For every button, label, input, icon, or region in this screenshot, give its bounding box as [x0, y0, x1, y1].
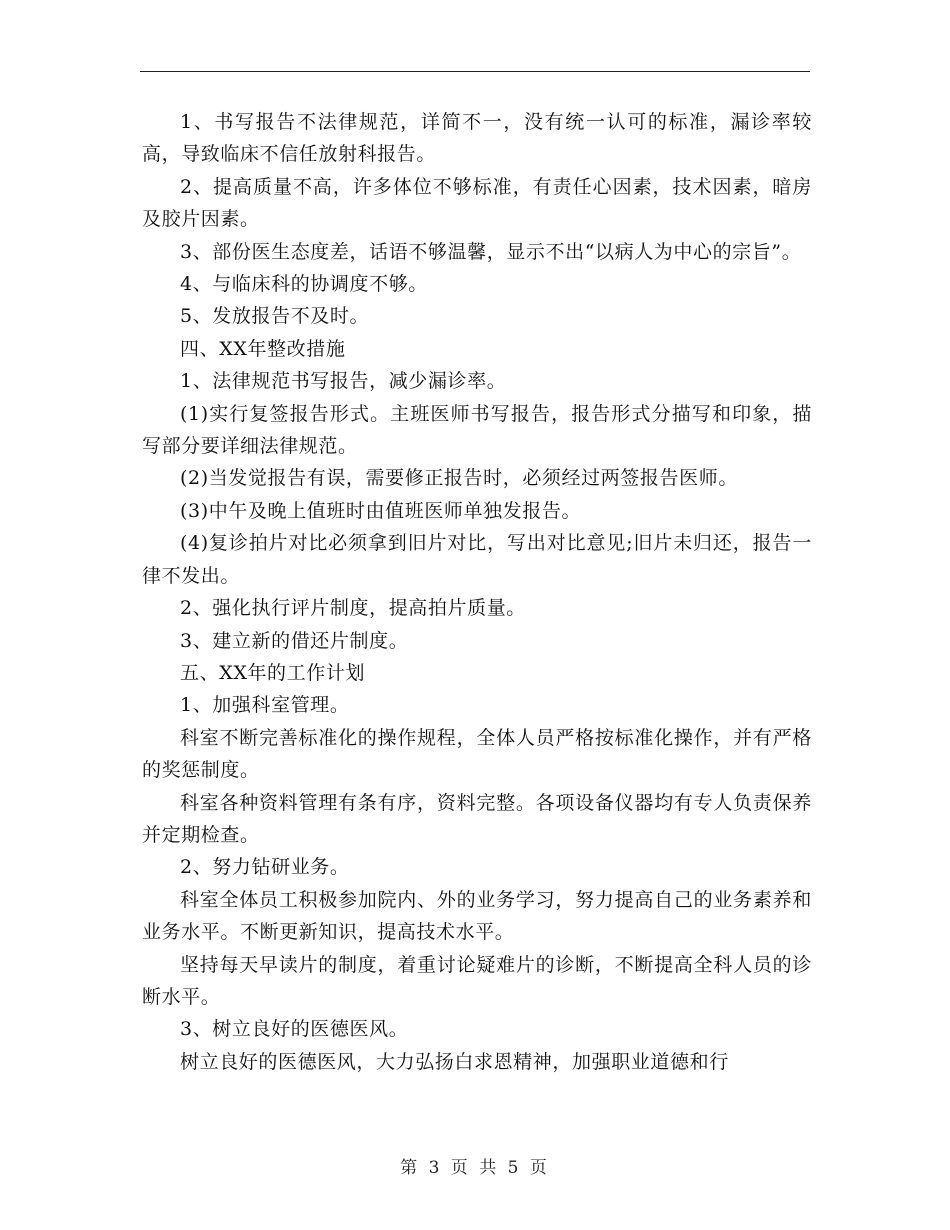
paragraph: (4)复诊拍片对比必须拿到旧片对比，写出对比意见;旧片未归还，报告一律不发出。	[142, 532, 812, 587]
header-rule	[140, 71, 810, 72]
paragraph: 1、书写报告不法律规范，详简不一，没有统一认可的标准，漏诊率较高，导致临床不信任放射科报告。	[142, 111, 812, 166]
paragraph: 2、强化执行评片制度，提高拍片质量。	[180, 597, 526, 620]
paragraph: 坚持每天早读片的制度，着重讨论疑难片的诊断，不断提高全科人员的诊断水平。	[142, 953, 812, 1008]
paragraph: 3、建立新的借还片制度。	[180, 629, 409, 652]
paragraph: 科室各种资料管理有条有序，资料完整。各项设备仪器均有专人负责保养并定期检查。	[142, 791, 812, 846]
paragraph: (1)实行复签报告形式。主班医师书写报告，报告形式分描写和印象，描写部分要详细法律规范。	[142, 402, 812, 458]
paragraph: 树立良好的医德医风，大力弘扬白求恩精神，加强职业道德和行	[180, 1050, 729, 1073]
paragraph: 科室不断完善标准化的操作规程，全体人员严格按标准化操作，并有严格的奖惩制度。	[142, 726, 812, 782]
page-number: 第 3 页 共 5 页	[400, 1158, 550, 1178]
paragraph: 1、法律规范书写报告，减少漏诊率。	[180, 370, 507, 393]
paragraph: 5、发放报告不及时。	[180, 305, 370, 328]
paragraph: (3)中午及晚上值班时由值班医师单独发报告。	[180, 499, 582, 522]
paragraph: 3、部份医生态度差，话语不够温馨，显示不出“以病人为中心的宗旨”。	[180, 240, 802, 263]
paragraph: 1、加强科室管理。	[180, 694, 350, 717]
section-heading: 五、XX年的工作计划	[180, 661, 366, 684]
section-heading: 四、XX年整改措施	[180, 337, 346, 360]
paragraph: 2、提高质量不高，许多体位不够标准，有责任心因素，技术因素，暗房及胶片因素。	[142, 175, 812, 231]
paragraph: 2、努力钻研业务。	[180, 856, 350, 879]
paragraph: 4、与临床科的协调度不够。	[180, 273, 428, 296]
paragraph: (2)当发觉报告有误，需要修正报告时，必须经过两签报告医师。	[180, 467, 738, 490]
paragraph: 科室全体员工积极参加院内、外的业务学习，努力提高自己的业务素养和业务水平。不断更新知识，提高技术水平。	[142, 888, 812, 944]
document-body	[142, 106, 812, 1078]
paragraph: 3、树立良好的医德医风。	[180, 1018, 409, 1041]
